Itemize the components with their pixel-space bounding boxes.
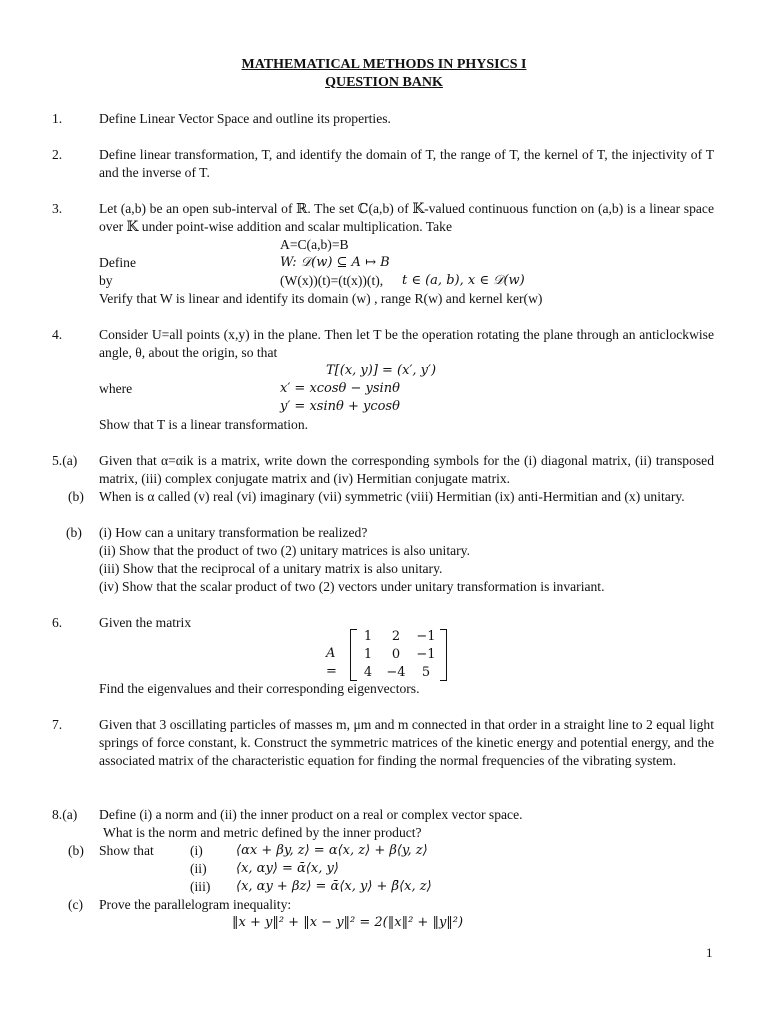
item-label: (ii) [190, 861, 207, 876]
matrix-cell: 5 [421, 665, 431, 680]
question-text: Define Linear Vector Space and outline its properties. [99, 111, 391, 126]
by-label: by [99, 273, 113, 288]
page-number: 1 [706, 945, 713, 960]
question-number: 7. [52, 717, 63, 732]
question-number: 3. [52, 201, 63, 216]
sub-item: (iii) Show that the reciprocal of a unitary matrix is also unitary. [99, 561, 443, 576]
question-5b-2 [52, 524, 714, 596]
question-1 [52, 110, 714, 128]
matrix-cell: −4 [386, 665, 406, 680]
question-text: Find the eigenvalues and their corresponding eigenvectors. [99, 681, 420, 696]
equation: ‖x + y‖² + ‖x − y‖² = 2(‖x‖² + ‖y‖²) [232, 915, 464, 930]
question-text: Consider U=all points (x,y) in the plane. Then let T be the operation rotating the plane through an anticlockwise angle, θ, about the origin, so that [99, 327, 714, 360]
question-7 [52, 716, 714, 770]
question-number: 2. [52, 147, 63, 162]
question-5a [52, 452, 714, 488]
document-subtitle: QUESTION BANK [325, 75, 443, 90]
sub-item: (i) How can a unitary transformation be realized? [99, 525, 368, 540]
item-label: (i) [190, 843, 203, 858]
question-number: (c) [68, 897, 84, 912]
question-4 [52, 326, 714, 362]
question-number: (b) [66, 525, 82, 540]
matrix-cell: 1 [363, 647, 373, 662]
equation: t ∈ (a, b), x ∈ 𝒟(w) [402, 273, 525, 288]
question-8a [52, 806, 714, 824]
question-text: Given the matrix [99, 615, 192, 630]
question-text: Let (a,b) be an open sub-interval of ℝ. The set ℂ(a,b) of 𝕂-valued continuous function on (a,b) is a linear space over 𝕂 under point-wise addition and scalar multiplication. Take [99, 201, 714, 234]
matrix-label: A = [326, 646, 337, 679]
equation: T[(x, y)] = (x′, y′) [326, 363, 437, 378]
equation: ⟨αx + βy, z⟩ = α⟨x, z⟩ + β⟨y, z⟩ [236, 843, 428, 858]
question-text: Verify that W is linear and identify its domain (w) , range R(w) and kernel ker(w) [99, 291, 543, 306]
question-3 [52, 200, 714, 236]
matrix-cell: 2 [391, 629, 401, 644]
question-2 [52, 146, 714, 182]
matrix-cell: 4 [363, 665, 373, 680]
question-5b [52, 488, 714, 506]
equation: ⟨x, αy + βz⟩ = ᾱ⟨x, y⟩ + β̄⟨x, z⟩ [236, 879, 432, 894]
question-text: What is the norm and metric defined by the inner product? [103, 825, 422, 840]
equation: x′ = xcosθ − ysinθ [280, 381, 400, 396]
question-text: Define (i) a norm and (ii) the inner product on a real or complex vector space. [99, 807, 523, 822]
where-label: where [99, 381, 133, 396]
sub-item: (iv) Show that the scalar product of two (2) vectors under unitary transformation is invariant. [99, 579, 605, 594]
question-text: Prove the parallelogram inequality: [99, 897, 292, 912]
document-title: MATHEMATICAL METHODS IN PHYSICS I [241, 57, 527, 72]
question-number: 8.(a) [52, 807, 78, 822]
equation: ⟨x, αy⟩ = ᾱ⟨x, y⟩ [236, 861, 339, 876]
question-text: Given that 3 oscillating particles of masses m, μm and m connected in that order in a straight line to 2 equal light springs of force constant, k. Construct the symmetric matrices of the kinetic energy and potential energy, and the associated matrix of the characteristic equation for finding the normal frequencies of the vibrating system. [99, 717, 714, 768]
question-number: (b) [68, 489, 84, 504]
show-that-label: Show that [99, 843, 154, 858]
question-number: 6. [52, 615, 63, 630]
matrix-cell: −1 [416, 629, 436, 644]
matrix-cell: 1 [363, 629, 373, 644]
question-number: 4. [52, 327, 63, 342]
question-number: 5.(a) [52, 453, 78, 468]
question-text: Show that T is a linear transformation. [99, 417, 309, 432]
sub-item: (ii) Show that the product of two (2) unitary matrices is also unitary. [99, 543, 470, 558]
equation: y′ = xsinθ + ycosθ [280, 399, 400, 414]
question-text: Given that α=αik is a matrix, write down the corresponding symbols for the (i) diagonal matrix, (ii) transposed matrix, (iii) complex conjugate matrix and (iv) Hermitian conjugate matrix. [99, 453, 714, 486]
question-number: 1. [52, 111, 63, 126]
equation: A=C(a,b)=B [280, 237, 349, 252]
define-label: Define [99, 255, 136, 270]
question-text: When is α called (v) real (vi) imaginary (vii) symmetric (viii) Hermitian (ix) anti-Hermitian and (x) unitary. [99, 489, 685, 504]
question-text: Define linear transformation, T, and identify the domain of T, the range of T, the kernel of T, the injectivity of T and the inverse of T. [99, 147, 714, 180]
matrix-cell: 0 [391, 647, 401, 662]
question-number: (b) [68, 843, 84, 858]
equation: W: 𝒟(w) ⊆ A ↦ B [280, 255, 390, 270]
right-bracket [440, 629, 447, 681]
matrix-cell: −1 [416, 647, 436, 662]
item-label: (iii) [190, 879, 211, 894]
equation: (W(x))(t)=(t(x))(t), [280, 273, 384, 288]
